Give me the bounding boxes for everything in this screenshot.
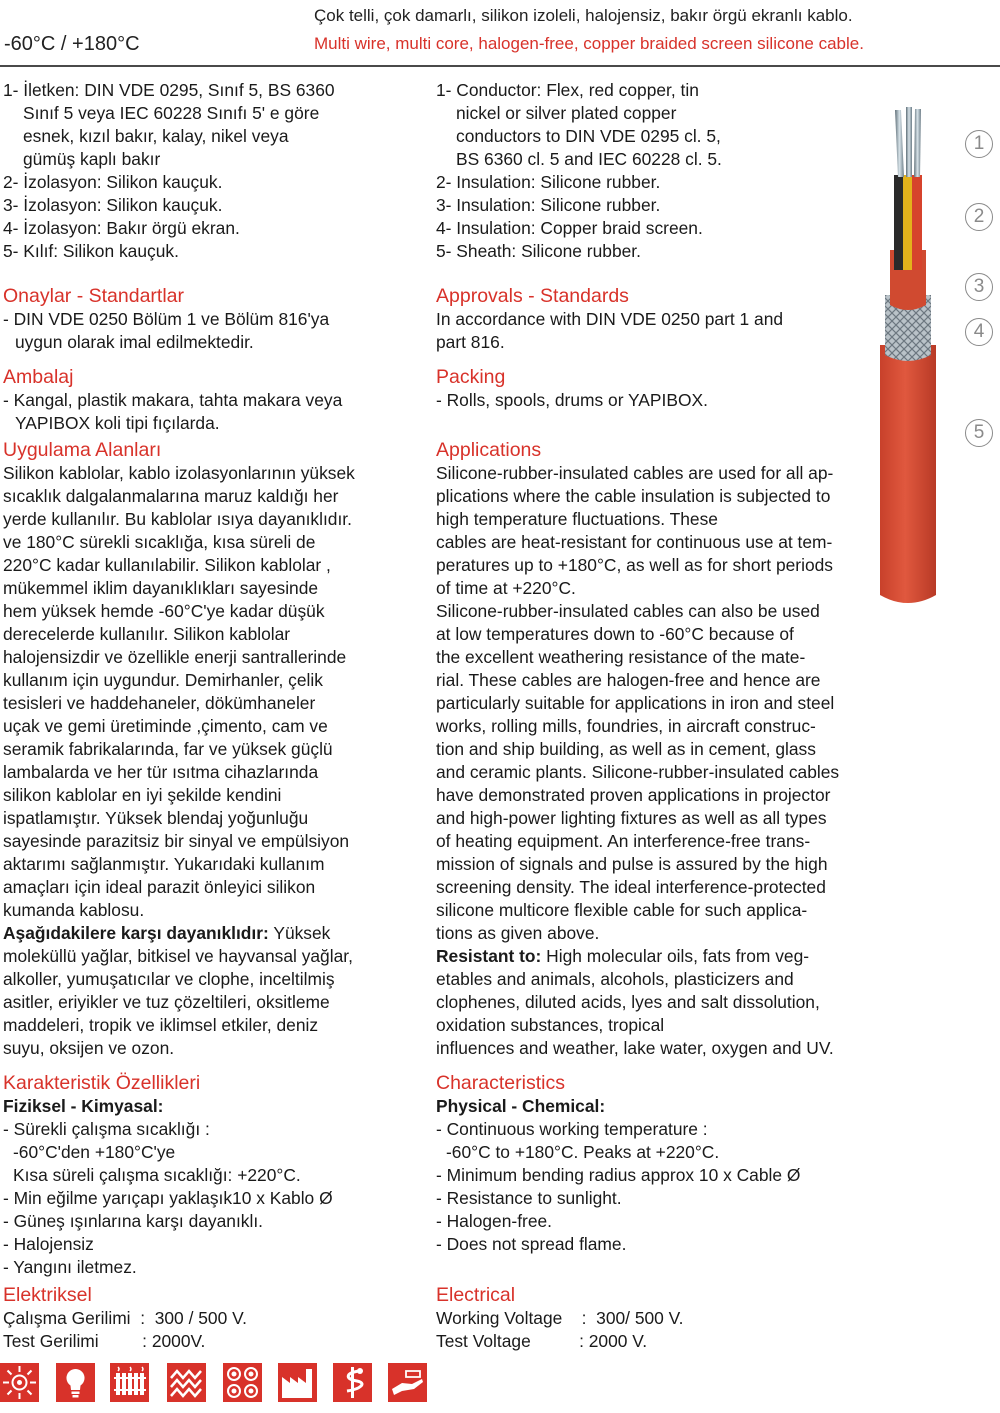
sun-icon <box>0 1363 39 1402</box>
tr-applications-title: Uygulama Alanları <box>3 439 162 461</box>
en-elec-sep: : <box>562 1308 597 1328</box>
tr-resist-text <box>3 945 428 1060</box>
lamp-icon <box>56 1363 95 1402</box>
en-elec-label: Working Voltage <box>436 1308 563 1328</box>
en-applications-line: tion and ship building, as well as in cement, glass <box>436 739 816 759</box>
en-electrical-title: Electrical <box>436 1284 516 1306</box>
heating-icon <box>167 1363 206 1402</box>
en-construction-item: 5- Sheath: Silicone rubber. <box>436 241 641 261</box>
tr-applications-line: tesisleri ve haddehaneler, dökümhaneler <box>3 693 316 713</box>
cable-wire <box>906 107 912 177</box>
en-char-item: - Continuous working temperature : <box>436 1119 708 1139</box>
en-packing-line: - Rolls, spools, drums or YAPIBOX. <box>436 390 708 410</box>
tr-applications-line: aktarımı sağlanmıştır. Yukarıdaki kullanım <box>3 854 325 874</box>
cable-core-yellow <box>903 175 913 270</box>
tr-elec-value: 2000V. <box>151 1331 206 1351</box>
en-applications-line: silicone multicore flexible cable for such applica- <box>436 900 808 920</box>
tr-elec-sep: : <box>130 1308 155 1328</box>
tr-applications-line: lambalarda ve her tür ısıtma cihazlarında <box>3 762 319 782</box>
tr-applications-line: amaçları için ideal parazit önleyici silikon <box>3 877 316 897</box>
en-resist-line: etables and animals, alcohols, plasticizers and <box>436 969 794 989</box>
cable-wire <box>914 109 921 177</box>
en-electrical-section <box>436 1283 856 1353</box>
en-char-item: - Halogen-free. <box>436 1211 552 1231</box>
tr-applications-line: hem yüksek hemde -60°C'ye kadar düşük <box>3 601 325 621</box>
tr-applications-line: halojensizdir ve özellikle enerji santrallerinde <box>3 647 347 667</box>
tr-applications-line: uçak ve gemi üretiminde ,çimento, cam ve <box>3 716 328 736</box>
tr-approvals-line: uygun olarak imal edilmektedir. <box>15 332 254 352</box>
en-char-item: -60°C to +180°C. Peaks at +220°C. <box>446 1142 720 1162</box>
tr-construction-list <box>3 79 423 263</box>
tr-resist-label: Aşağıdakilere karşı dayanıklıdır: <box>3 923 269 943</box>
en-resist-line: oxidation substances, tropical <box>436 1015 665 1035</box>
tr-construction-item: Sınıf 5 veya IEC 60228 Sınıfı 5' e göre <box>23 103 320 123</box>
tr-elec-value: 300 / 500 V. <box>154 1308 247 1328</box>
en-char-item: - Minimum bending radius approx 10 x Cable Ø <box>436 1165 801 1185</box>
tr-char-item: Kısa süreli çalışma sıcaklığı: +220°C. <box>13 1165 301 1185</box>
en-applications-line: and ceramic plants. Silicone-rubber-insulated cables <box>436 762 840 782</box>
callout-2: 2 <box>965 203 993 231</box>
en-approvals-line: part 816. <box>436 332 505 352</box>
en-construction-item: 3- Insulation: Silicone rubber. <box>436 195 661 215</box>
en-resist-text <box>436 968 886 1060</box>
en-elec-label: Test Voltage <box>436 1331 531 1351</box>
callout-4: 4 <box>965 318 993 346</box>
en-resist-label: Resistant to: <box>436 946 542 966</box>
tr-applications-line: seramik fabrikalarında, far ve yüksek güçlü <box>3 739 333 759</box>
en-construction-item: 1- Conductor: Flex, red copper, tin <box>436 80 699 100</box>
hand-icon <box>388 1363 427 1402</box>
tr-characteristics-section <box>3 1071 428 1279</box>
tr-electrical-section <box>3 1283 428 1353</box>
en-approvals-section <box>436 284 856 354</box>
tr-char-item: - Sürekli çalışma sıcaklığı : <box>3 1119 210 1139</box>
en-construction-item: nickel or silver plated copper <box>456 103 677 123</box>
tr-applications-line: ve 180°C sürekli sıcaklığa, kısa süreli de <box>3 532 316 552</box>
en-applications-line: Silicone-rubber-insulated cables are used for all ap- <box>436 463 834 483</box>
tr-resist-line: asitler, eriyikler ve tuz çözeltileri, oksitleme <box>3 992 330 1012</box>
tr-characteristics-title: Karakteristik Özellikleri <box>3 1072 201 1094</box>
temperature-range: -60°C / +180°C <box>4 33 140 55</box>
tr-applications-section <box>3 438 428 1060</box>
en-column-top <box>436 79 856 263</box>
en-applications-line: at low temperatures down to -60°C because of <box>436 624 794 644</box>
factory-icon <box>278 1363 317 1402</box>
en-resist-line: clophenes, diluted acids, lyes and salt dissolution, <box>436 992 820 1012</box>
cable-illustration <box>868 105 948 620</box>
tr-applications-line: derecelerde kullanılır. Silikon kablolar <box>3 624 291 644</box>
tr-electrical-title: Elektriksel <box>3 1284 92 1306</box>
tr-construction-item: 4- İzolasyon: Bakır örgü ekran. <box>3 218 240 238</box>
en-applications-line: high temperature fluctuations. These <box>436 509 718 529</box>
cable-core-black <box>894 175 904 270</box>
tr-applications-line: kullanım için uygundur. Demirhanler, çelik <box>3 670 323 690</box>
tr-approvals-section <box>3 284 423 354</box>
tr-resist-line <box>3 922 428 945</box>
header-description-en: Multi wire, multi core, halogen-free, copper braided screen silicone cable. <box>314 34 864 53</box>
en-applications-line: plications where the cable insulation is subjected to <box>436 486 831 506</box>
en-resist-line <box>436 945 886 968</box>
en-applications-line: mission of signals and pulse is assured by the high <box>436 854 828 874</box>
en-applications-line: Silicone-rubber-insulated cables can also be used <box>436 601 820 621</box>
tr-elec-label: Test Gerilimi <box>3 1331 99 1351</box>
en-applications-line: of time at +220°C. <box>436 578 576 598</box>
en-construction-item: 2- Insulation: Silicone rubber. <box>436 172 661 192</box>
en-elec-value: 300/ 500 V. <box>596 1308 684 1328</box>
tr-construction-item: 2- İzolasyon: Silikon kauçuk. <box>3 172 223 192</box>
en-characteristics-title: Characteristics <box>436 1072 565 1094</box>
callout-1: 1 <box>965 130 993 158</box>
tr-applications-line: silikon kablolar en iyi şekilde kendini <box>3 785 282 805</box>
en-applications-line: particularly suitable for applications in iron and steel <box>436 693 835 713</box>
en-construction-item: 4- Insulation: Copper braid screen. <box>436 218 703 238</box>
tr-approvals-line: - DIN VDE 0250 Bölüm 1 ve Bölüm 816'ya <box>3 309 330 329</box>
en-construction-item: conductors to DIN VDE 0295 cl. 5, <box>456 126 721 146</box>
tr-applications-line: ispatlamıştır. Yüksek blendaj yoğunluğu <box>3 808 309 828</box>
en-physical-title: Physical - Chemical: <box>436 1096 606 1116</box>
en-applications-line: cables are heat-resistant for continuous use at tem- <box>436 532 833 552</box>
en-applications-line: tions as given above. <box>436 923 600 943</box>
en-applications-line: and high-power lighting fixtures as well as all types <box>436 808 827 828</box>
tr-char-item: -60°C'den +180°C'ye <box>13 1142 176 1162</box>
en-packing-title: Packing <box>436 366 506 388</box>
en-elec-row <box>436 1330 856 1353</box>
en-applications-section <box>436 438 886 1060</box>
cable-sheath <box>880 345 936 603</box>
tr-resist-line: alkoller, yumuşatıcılar ve clophe, inceltilmiş <box>3 969 335 989</box>
tr-construction-item: esnek, kızıl bakır, kalay, nikel veya <box>23 126 289 146</box>
header-divider <box>0 65 1000 67</box>
en-construction-item: BS 6360 cl. 5 and IEC 60228 cl. 5. <box>456 149 722 169</box>
tr-elec-row <box>3 1307 428 1330</box>
tr-resist-line: maddeleri, tropik ve iklimsel etkiler, deniz <box>3 1015 319 1035</box>
cable-wire <box>895 110 904 177</box>
en-applications-text <box>436 462 886 945</box>
radiator-icon <box>110 1363 149 1402</box>
header-description-tr: Çok telli, çok damarlı, silikon izoleli, halojensiz, bakır örgü ekranlı kablo. <box>314 6 853 25</box>
tr-physical-title: Fiziksel - Kimyasal: <box>3 1096 164 1116</box>
tr-column-top <box>3 79 423 263</box>
tr-applications-line: mükemmel iklim dayanıklıkları sayesinde <box>3 578 319 598</box>
en-applications-line: have demonstrated proven applications in projector <box>436 785 831 805</box>
en-elec-row <box>436 1307 856 1330</box>
en-elec-sep: : <box>530 1331 589 1351</box>
tr-packing-title: Ambalaj <box>3 366 74 388</box>
tr-elec-sep: : <box>98 1331 152 1351</box>
en-elec-value: 2000 V. <box>588 1331 648 1351</box>
tr-construction-item: 5- Kılıf: Silikon kauçuk. <box>3 241 179 261</box>
en-char-item: - Does not spread flame. <box>436 1234 627 1254</box>
tr-packing-section <box>3 365 423 435</box>
cable-cross-section-icon <box>223 1363 262 1402</box>
en-resist-line: influences and weather, lake water, oxygen and UV. <box>436 1038 834 1058</box>
en-applications-line: of heating equipment. An interference-free trans- <box>436 831 811 851</box>
cable-core-red <box>912 175 922 270</box>
tr-applications-line: 220°C kadar kullanılabilir. Silikon kablolar , <box>3 555 331 575</box>
tr-applications-line: sayesinde parazitsiz bir sinyal ve empülsiyon <box>3 831 350 851</box>
tr-char-item: - Yangını iletmez. <box>3 1257 137 1277</box>
tr-char-item: - Güneş ışınlarına karşı dayanıklı. <box>3 1211 264 1231</box>
tr-construction-item: 3- İzolasyon: Silikon kauçuk. <box>3 195 223 215</box>
en-applications-title: Applications <box>436 439 542 461</box>
tr-applications-line: kumanda kablosu. <box>3 900 145 920</box>
snake-icon <box>333 1363 372 1402</box>
tr-resist-line: suyu, oksijen ve ozon. <box>3 1038 175 1058</box>
en-packing-section <box>436 365 856 412</box>
tr-packing-line: YAPIBOX koli tipi fıçılarda. <box>15 413 220 433</box>
en-applications-line: the excellent weathering resistance of the mate- <box>436 647 806 667</box>
tr-applications-line: sıcaklık dalgalanmalarına maruz kaldığı her <box>3 486 339 506</box>
tr-applications-line: Silikon kablolar, kablo izolasyonlarının yüksek <box>3 463 355 483</box>
en-resist-first: High molecular oils, fats from veg- <box>541 946 810 966</box>
callout-3: 3 <box>965 273 993 301</box>
tr-packing-line: - Kangal, plastik makara, tahta makara veya <box>3 390 343 410</box>
tr-resist-first: Yüksek <box>268 923 331 943</box>
en-applications-line: screening density. The ideal interference-protected <box>436 877 826 897</box>
tr-applications-text <box>3 462 428 922</box>
en-applications-line: works, rolling mills, foundries, in aircraft construc- <box>436 716 816 736</box>
en-char-item: - Resistance to sunlight. <box>436 1188 622 1208</box>
tr-char-item: - Min eğilme yarıçapı yaklaşık10 x Kablo Ø <box>3 1188 333 1208</box>
callout-5: 5 <box>965 419 993 447</box>
tr-resist-line: moleküllü yağlar, bitkisel ve hayvansal yağlar, <box>3 946 353 966</box>
en-applications-line: rial. These cables are halogen-free and hence are <box>436 670 821 690</box>
en-approvals-line: In accordance with DIN VDE 0250 part 1 and <box>436 309 784 329</box>
tr-elec-row <box>3 1330 428 1353</box>
en-characteristics-section <box>436 1071 886 1256</box>
tr-construction-item: gümüş kaplı bakır <box>23 149 161 169</box>
en-approvals-title: Approvals - Standards <box>436 285 629 307</box>
en-applications-line: peratures up to +180°C, as well as for short periods <box>436 555 834 575</box>
tr-char-item: - Halojensiz <box>3 1234 94 1254</box>
tr-approvals-title: Onaylar - Standartlar <box>3 285 184 307</box>
tr-applications-line: yerde kullanılır. Bu kablolar ısıya dayanıklıdır. <box>3 509 352 529</box>
tr-construction-item: 1- İletken: DIN VDE 0295, Sınıf 5, BS 6360 <box>3 80 335 100</box>
tr-elec-label: Çalışma Gerilimi <box>3 1308 131 1328</box>
